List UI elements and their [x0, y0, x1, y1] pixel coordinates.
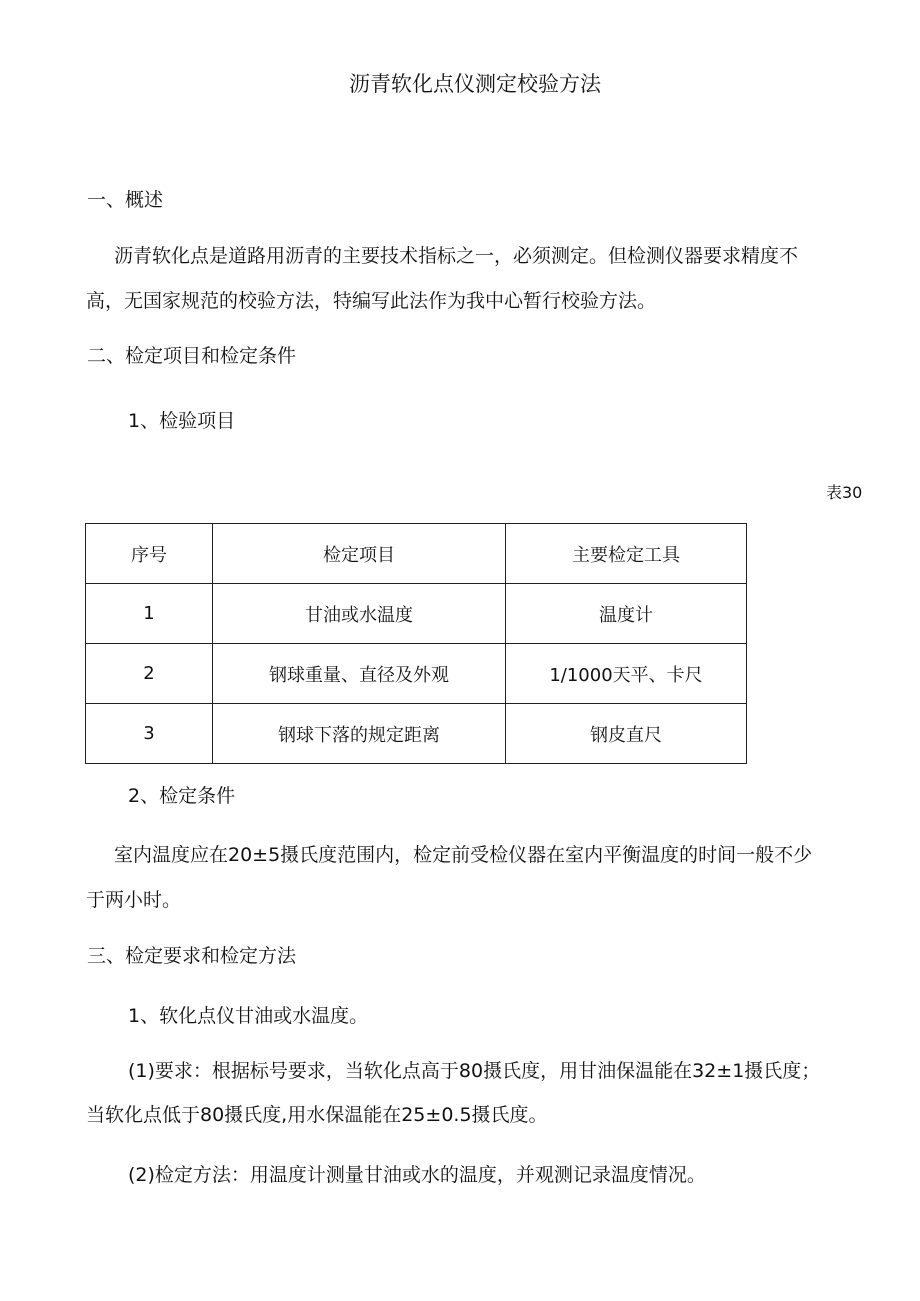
table-cell: 钢球重量、直径及外观 — [213, 644, 506, 704]
conditions-paragraph-line-1: 室内温度应在20±5摄氏度范围内，检定前受检仪器在室内平衡温度的时间一般不少 — [114, 844, 813, 866]
section-heading-overview: 一、概述 — [87, 189, 164, 211]
table-cell: 温度计 — [506, 584, 747, 644]
table-cell: 2 — [86, 644, 213, 704]
table-row — [86, 644, 747, 704]
requirement-line-1: (1)要求：根据标号要求，当软化点高于80摄氏度，用甘油保温能在32±1摄氏度； — [128, 1060, 821, 1082]
table-cell: 3 — [86, 704, 213, 764]
subheading-inspection-items: 1、检验项目 — [128, 410, 236, 432]
table-row — [86, 584, 747, 644]
table-cell: 钢球下落的规定距离 — [213, 704, 506, 764]
table-header-row — [86, 524, 747, 584]
table-header-cell: 主要检定工具 — [506, 524, 747, 584]
table-header-cell: 序号 — [86, 524, 213, 584]
subheading-temperature: 1、软化点仪甘油或水温度。 — [128, 1005, 369, 1027]
section-heading-requirements-methods: 三、检定要求和检定方法 — [87, 945, 297, 967]
document-title: 沥青软化点仪测定校验方法 — [349, 72, 601, 96]
table-cell: 甘油或水温度 — [213, 584, 506, 644]
table-cell: 1 — [86, 584, 213, 644]
subheading-inspection-conditions: 2、检定条件 — [128, 785, 236, 807]
table-header-cell: 检定项目 — [213, 524, 506, 584]
table-row — [86, 704, 747, 764]
conditions-paragraph-line-2: 于两小时。 — [86, 889, 182, 911]
inspection-items-table — [85, 523, 747, 764]
method-line: (2)检定方法：用温度计测量甘油或水的温度，并观测记录温度情况。 — [128, 1164, 706, 1186]
overview-paragraph-line-1: 沥青软化点是道路用沥青的主要技术指标之一，必须测定。但检测仪器要求精度不 — [114, 245, 799, 267]
table-cell: 钢皮直尺 — [506, 704, 747, 764]
overview-paragraph-line-2: 高，无国家规范的校验方法，特编写此法作为我中心暂行校验方法。 — [86, 290, 657, 312]
table-cell: 1/1000天平、卡尺 — [506, 644, 747, 704]
section-heading-items-conditions: 二、检定项目和检定条件 — [87, 345, 297, 367]
table-caption: 表30 — [826, 483, 863, 502]
requirement-line-2: 当软化点低于80摄氏度,用水保温能在25±0.5摄氏度。 — [86, 1104, 548, 1126]
